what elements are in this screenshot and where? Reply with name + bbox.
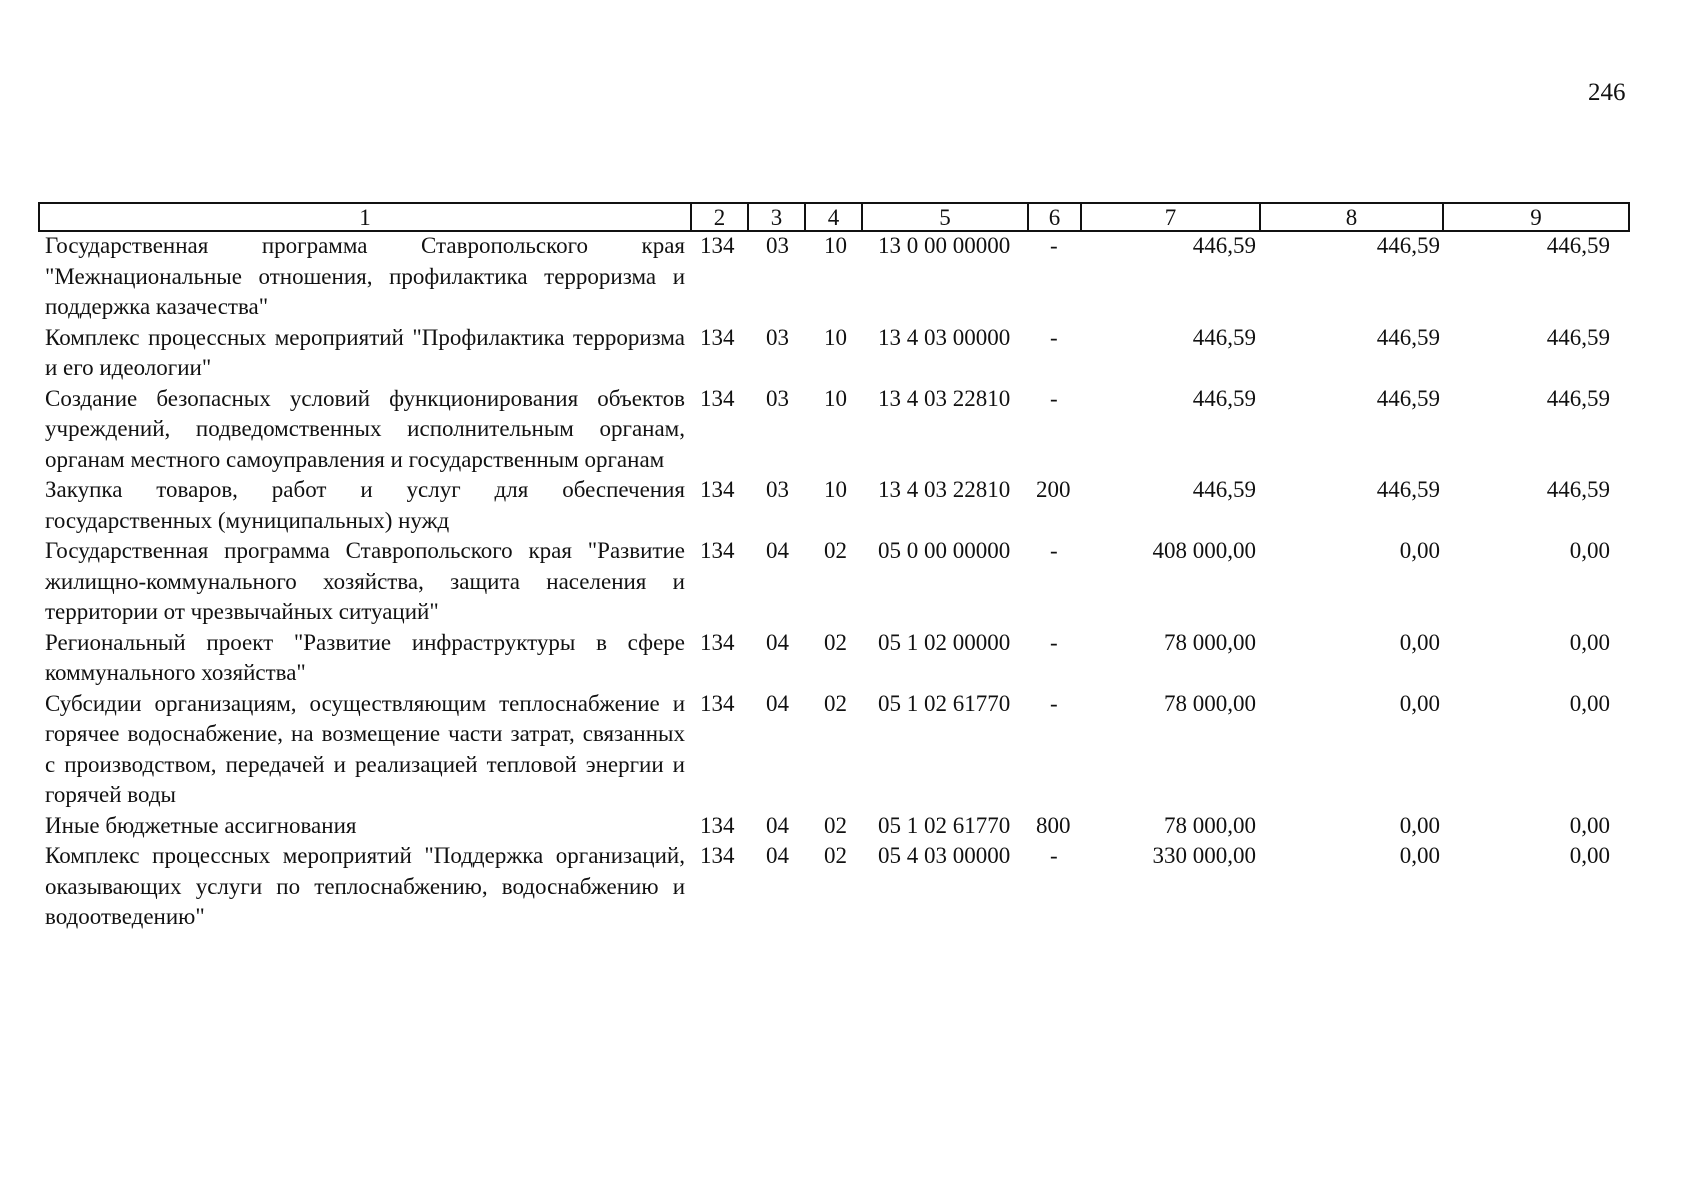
row-value-9: 446,59 bbox=[1546, 324, 1610, 350]
row-section: 04 bbox=[766, 538, 789, 563]
row-value-8: 0,00 bbox=[1399, 812, 1440, 838]
row-grbs: 134 bbox=[700, 324, 735, 350]
row-section: 04 bbox=[766, 690, 789, 716]
row-value-9: 446,59 bbox=[1546, 477, 1610, 502]
row-subsection: 02 bbox=[824, 843, 847, 868]
row-subsection: 02 bbox=[824, 812, 847, 838]
row-section: 04 bbox=[766, 843, 789, 868]
header-col-4: 4 bbox=[804, 204, 861, 230]
row-expense-type: 800 bbox=[1036, 812, 1071, 838]
row-target-item: 05 4 03 00000 bbox=[878, 843, 1011, 868]
table-header-row bbox=[38, 202, 1630, 232]
header-col-5: 5 bbox=[861, 204, 1027, 230]
row-value-9: 0,00 bbox=[1569, 843, 1610, 868]
row-name: Иные бюджетные ассигнования bbox=[45, 812, 357, 838]
row-name: Субсидии организациям, осуществляющим теплоснабжение и горячее водоснабжение, на возмещение части затрат, связанных с производством, передачей и реализацией тепловой энергии и горячей воды bbox=[45, 690, 685, 807]
header-col-1: 1 bbox=[359, 205, 371, 230]
row-name: Закупка товаров, работ и услуг для обеспечения государственных (муниципальных) нужд bbox=[45, 477, 685, 533]
row-expense-type: - bbox=[1050, 690, 1058, 716]
row-target-item: 05 0 00 00000 bbox=[878, 538, 1011, 563]
row-grbs: 134 bbox=[700, 812, 735, 838]
row-value-8: 0,00 bbox=[1399, 538, 1440, 563]
table-body bbox=[0, 231, 1696, 933]
row-expense-type: - bbox=[1050, 538, 1058, 563]
row-grbs: 134 bbox=[700, 843, 735, 868]
row-value-7: 446,59 bbox=[1192, 324, 1256, 350]
row-name: Комплекс процессных мероприятий "Поддержка организаций, оказывающих услуги по теплоснабжению, водоснабжению и водоотведению" bbox=[45, 843, 685, 929]
table-row bbox=[0, 841, 1696, 933]
table-row bbox=[0, 628, 1696, 689]
row-grbs: 134 bbox=[700, 538, 735, 563]
row-value-8: 446,59 bbox=[1376, 385, 1440, 411]
row-value-7: 330 000,00 bbox=[1152, 843, 1256, 868]
row-expense-type: - bbox=[1050, 385, 1058, 411]
header-col-7: 7 bbox=[1080, 204, 1259, 230]
row-value-9: 0,00 bbox=[1569, 629, 1610, 655]
row-target-item: 05 1 02 61770 bbox=[878, 812, 1011, 838]
table-row bbox=[0, 536, 1696, 628]
row-name: Государственная программа Ставропольского края "Межнациональные отношения, профилактика терроризма и поддержка казачества" bbox=[45, 233, 685, 319]
header-col-3: 3 bbox=[747, 204, 804, 230]
page-number: 246 bbox=[1588, 79, 1626, 106]
row-value-7: 446,59 bbox=[1192, 233, 1256, 258]
row-section: 03 bbox=[766, 324, 789, 350]
row-subsection: 02 bbox=[824, 629, 847, 655]
row-value-8: 0,00 bbox=[1399, 843, 1440, 868]
row-subsection: 10 bbox=[824, 233, 847, 258]
row-grbs: 134 bbox=[700, 477, 735, 502]
row-expense-type: - bbox=[1050, 233, 1058, 258]
row-expense-type: - bbox=[1050, 629, 1058, 655]
row-subsection: 02 bbox=[824, 538, 847, 563]
row-value-7: 408 000,00 bbox=[1152, 538, 1256, 563]
row-grbs: 134 bbox=[700, 385, 735, 411]
row-value-8: 446,59 bbox=[1376, 324, 1440, 350]
row-section: 04 bbox=[766, 629, 789, 655]
row-target-item: 13 4 03 22810 bbox=[878, 385, 1011, 411]
row-value-7: 78 000,00 bbox=[1164, 812, 1256, 838]
header-col-2: 2 bbox=[690, 204, 747, 230]
row-name: Региональный проект "Развитие инфраструктуры в сфере коммунального хозяйства" bbox=[45, 629, 685, 685]
table-row bbox=[0, 689, 1696, 811]
row-target-item: 13 0 00 00000 bbox=[878, 233, 1011, 258]
header-col-9: 9 bbox=[1442, 204, 1628, 230]
row-value-7: 78 000,00 bbox=[1164, 690, 1256, 716]
row-target-item: 13 4 03 22810 bbox=[878, 477, 1011, 502]
table-row bbox=[0, 323, 1696, 384]
row-target-item: 13 4 03 00000 bbox=[878, 324, 1011, 350]
row-value-7: 446,59 bbox=[1192, 477, 1256, 502]
row-subsection: 10 bbox=[824, 385, 847, 411]
row-section: 03 bbox=[766, 385, 789, 411]
row-expense-type: - bbox=[1050, 843, 1058, 868]
row-target-item: 05 1 02 61770 bbox=[878, 690, 1011, 716]
row-subsection: 02 bbox=[824, 690, 847, 716]
table-row bbox=[0, 811, 1696, 842]
table-row bbox=[0, 475, 1696, 536]
row-grbs: 134 bbox=[700, 233, 735, 258]
row-value-8: 446,59 bbox=[1376, 477, 1440, 502]
row-section: 03 bbox=[766, 233, 789, 258]
row-section: 03 bbox=[766, 477, 789, 502]
row-value-9: 0,00 bbox=[1569, 538, 1610, 563]
row-value-7: 446,59 bbox=[1192, 385, 1256, 411]
row-subsection: 10 bbox=[824, 477, 847, 502]
row-name: Создание безопасных условий функционирования объектов учреждений, подведомственных исполнительным органам, органам местного самоуправления и государственным органам bbox=[45, 385, 685, 472]
row-value-8: 0,00 bbox=[1399, 629, 1440, 655]
row-name: Комплекс процессных мероприятий "Профилактика терроризма и его идеологии" bbox=[45, 324, 685, 380]
row-name: Государственная программа Ставропольского края "Развитие жилищно-коммунального хозяйства, защита населения и территории от чрезвычайных ситуаций" bbox=[45, 538, 685, 624]
row-value-9: 0,00 bbox=[1569, 690, 1610, 716]
table-row bbox=[0, 231, 1696, 323]
header-col-6: 6 bbox=[1027, 204, 1080, 230]
row-grbs: 134 bbox=[700, 690, 735, 716]
row-value-9: 446,59 bbox=[1546, 233, 1610, 258]
row-expense-type: 200 bbox=[1036, 477, 1071, 502]
row-grbs: 134 bbox=[700, 629, 735, 655]
row-value-9: 0,00 bbox=[1569, 812, 1610, 838]
row-value-7: 78 000,00 bbox=[1164, 629, 1256, 655]
row-subsection: 10 bbox=[824, 324, 847, 350]
header-col-8: 8 bbox=[1259, 204, 1442, 230]
row-target-item: 05 1 02 00000 bbox=[878, 629, 1011, 655]
table-row bbox=[0, 384, 1696, 476]
row-section: 04 bbox=[766, 812, 789, 838]
row-value-8: 446,59 bbox=[1376, 233, 1440, 258]
row-expense-type: - bbox=[1050, 324, 1058, 350]
row-value-9: 446,59 bbox=[1546, 385, 1610, 411]
row-value-8: 0,00 bbox=[1399, 690, 1440, 716]
